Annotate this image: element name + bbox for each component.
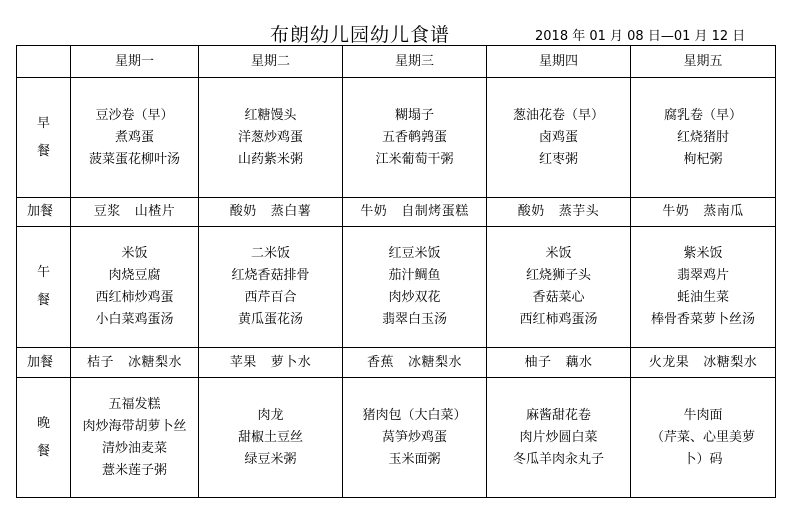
dish: 红烧香菇排骨 — [231, 268, 310, 283]
snack-row — [17, 348, 776, 378]
dish: 绿豆米粥 — [244, 451, 297, 467]
dish: 麻酱甜花卷 — [525, 407, 591, 423]
snack-label: 加餐 — [17, 348, 71, 378]
dish: 洋葱炒鸡蛋 — [237, 129, 303, 145]
dinner-cell — [631, 378, 776, 498]
snack-cell: 柚子 藕水 — [487, 348, 631, 378]
dish: 翡翠鸡片 — [676, 268, 729, 283]
lunch-cell — [631, 227, 776, 348]
dish: 紫米饭 — [683, 246, 723, 261]
dish: 清炒油麦菜 — [101, 440, 167, 456]
menu-table — [16, 45, 776, 498]
dish: 西红柿炒鸡蛋 — [95, 290, 174, 305]
breakfast-cell — [487, 78, 631, 198]
dish: 黄瓜蛋花汤 — [237, 312, 303, 327]
dish: 五福发糕 — [108, 396, 161, 412]
dish: 莴笋炒鸡蛋 — [381, 429, 447, 445]
dish: 米饭 — [545, 246, 572, 261]
day-header: 星期二 — [199, 46, 343, 78]
dish: 红糖馒头 — [244, 107, 297, 123]
snack-cell: 豆浆 山楂片 — [71, 198, 199, 227]
dish: 牛肉面 — [683, 407, 723, 423]
dish: 腐乳卷（早） — [663, 107, 742, 123]
dish: 卤鸡蛋 — [538, 129, 578, 145]
snack-row — [17, 198, 776, 227]
dish: 香菇菜心 — [532, 290, 585, 305]
dish: 玉米面粥 — [388, 451, 441, 467]
snack-cell: 牛奶 蒸南瓜 — [631, 198, 776, 227]
snack-cell: 桔子 冰糖梨水 — [71, 348, 199, 378]
dish: 二米饭 — [250, 246, 290, 261]
lunch-cell — [343, 227, 487, 348]
dish: 山药紫米粥 — [237, 151, 303, 167]
dish: 肉炒海带胡萝卜丝 — [82, 418, 187, 434]
dish: 红烧猪肘 — [676, 129, 729, 145]
dish: 翡翠白玉汤 — [381, 312, 447, 327]
lunch-cell — [487, 227, 631, 348]
lunch-cell — [199, 227, 343, 348]
dish: 棒骨香菜萝卜丝汤 — [650, 312, 755, 327]
dinner-cell — [487, 378, 631, 498]
snack-cell: 香蕉 冰糖梨水 — [343, 348, 487, 378]
breakfast-cell — [71, 78, 199, 198]
dish: 肉龙 — [257, 407, 284, 423]
snack-cell: 酸奶 蒸白薯 — [199, 198, 343, 227]
dish: 米饭 — [121, 246, 148, 261]
day-header: 星期一 — [71, 46, 199, 78]
dish: 五香鹌鹑蛋 — [381, 129, 447, 145]
lunch-row — [17, 227, 776, 348]
dish: 西芹百合 — [244, 290, 297, 305]
dish: 西红柿鸡蛋汤 — [519, 312, 598, 327]
dinner-cell — [199, 378, 343, 498]
dish: 卜）码 — [683, 451, 723, 467]
dish: 肉片炒圆白菜 — [519, 429, 598, 445]
dish: 豆沙卷（早） — [95, 107, 174, 123]
dinner-label: 晚 餐 — [17, 378, 71, 498]
breakfast-row — [17, 78, 776, 198]
dish: 冬瓜羊肉汆丸子 — [512, 451, 604, 467]
dinner-cell — [343, 378, 487, 498]
corner-cell — [17, 46, 71, 78]
snack-cell: 火龙果 冰糖梨水 — [631, 348, 776, 378]
lunch-cell — [71, 227, 199, 348]
dish: 蚝油生菜 — [676, 290, 729, 305]
dish: 红枣粥 — [538, 151, 578, 167]
day-header: 星期五 — [631, 46, 776, 78]
dish: 菠菜蛋花柳叶汤 — [88, 151, 180, 167]
date-range: 2018 年 01 月 08 日—01 月 12 日 — [535, 29, 746, 44]
dish: 肉炒双花 — [388, 290, 441, 305]
breakfast-cell — [631, 78, 776, 198]
dish: 枸杞粥 — [683, 151, 723, 167]
snack-cell: 酸奶 蒸芋头 — [487, 198, 631, 227]
dinner-row — [17, 378, 776, 498]
day-header: 星期四 — [487, 46, 631, 78]
dish: 猪肉包（大白菜） — [362, 407, 467, 423]
dish: 江米葡萄干粥 — [375, 151, 454, 167]
page-title: 布朗幼儿园幼儿食谱 — [270, 24, 451, 46]
day-header: 星期三 — [343, 46, 487, 78]
dish: 薏米莲子粥 — [101, 462, 167, 478]
lunch-label: 午 餐 — [17, 227, 71, 348]
breakfast-cell — [343, 78, 487, 198]
snack-label: 加餐 — [17, 198, 71, 227]
header-row — [17, 46, 776, 78]
dish: 糊塌子 — [394, 107, 434, 123]
dish: 肉烧豆腐 — [108, 268, 161, 283]
dish: 小白菜鸡蛋汤 — [95, 312, 174, 327]
dinner-cell — [71, 378, 199, 498]
dish: 煮鸡蛋 — [114, 129, 154, 145]
dish: 茄汁鲷鱼 — [388, 268, 441, 283]
dish: 甜椒土豆丝 — [237, 429, 303, 445]
dish: （芹菜、心里美萝 — [650, 429, 755, 445]
snack-cell: 牛奶 自制烤蛋糕 — [343, 198, 487, 227]
dish: 红豆米饭 — [388, 246, 441, 261]
dish: 葱油花卷（早） — [512, 107, 604, 123]
breakfast-label: 早 餐 — [17, 78, 71, 198]
dish: 红烧狮子头 — [525, 268, 591, 283]
breakfast-cell — [199, 78, 343, 198]
snack-cell: 苹果 萝卜水 — [199, 348, 343, 378]
